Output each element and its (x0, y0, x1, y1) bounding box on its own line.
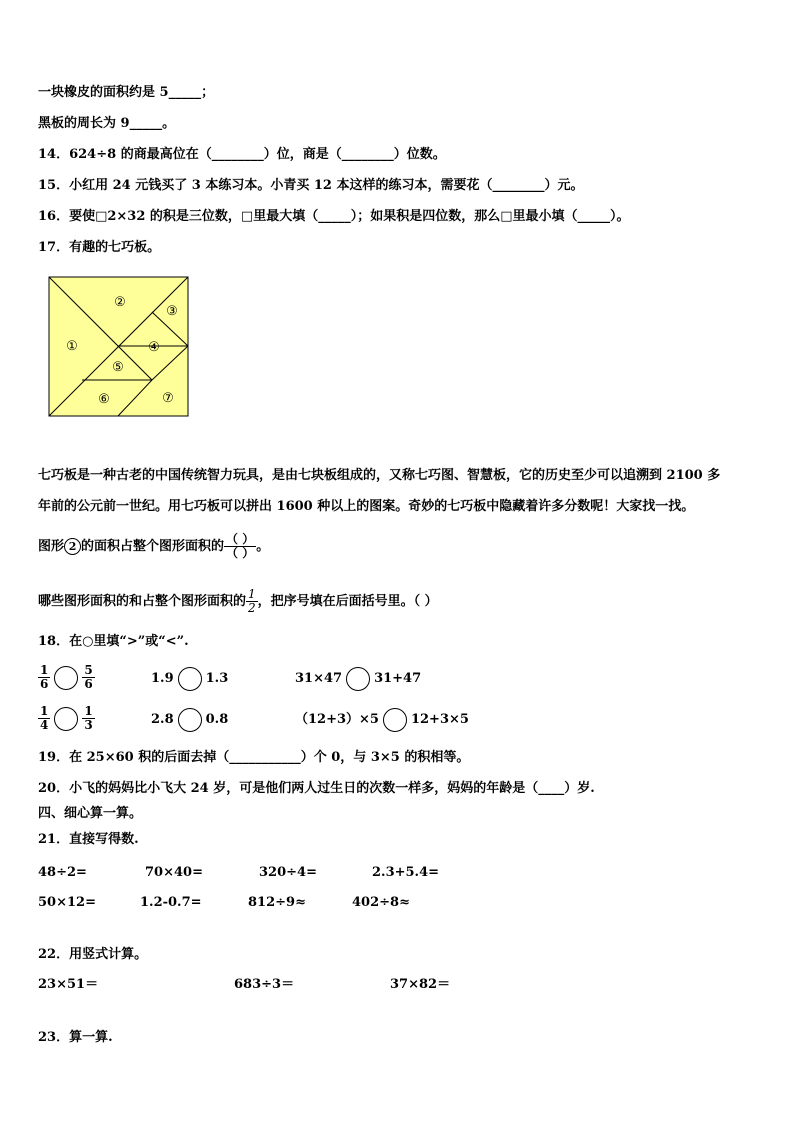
fraction-denominator: 4 (40, 718, 49, 732)
compare-circle[interactable] (54, 666, 78, 690)
fraction-numerator: 1 (40, 704, 49, 718)
compare-row-1-decimals (151, 667, 228, 691)
fraction-left (38, 664, 50, 691)
calc-21-2-2: 1.2-0.7= (140, 895, 202, 910)
fraction-denominator: 6 (40, 677, 49, 691)
compare-right-value: 31+47 (374, 671, 422, 686)
fraction-numerator: （ ） (226, 532, 255, 546)
tangram-label-5: ⑤ (112, 360, 124, 375)
section-4-heading: 四、细心算一算。 (38, 806, 143, 821)
text-line-blackboard: 黑板的周长为 9_____。 (38, 116, 176, 131)
calc-22-3: 37×82＝ (390, 977, 451, 992)
compare-row-1-expressions (295, 667, 421, 691)
question-16: 16．要使□2×32 的积是三位数，□里最大填（_____）；如果积是四位数，那么□里最小填（_____）。 (38, 209, 630, 224)
half-area-suffix: ，把序号填在后面括号里。（ ） (257, 594, 438, 609)
compare-circle[interactable] (346, 667, 370, 691)
calc-21-2-4: 402÷8≈ (352, 895, 410, 910)
question-17: 17．有趣的七巧板。 (38, 240, 161, 255)
compare-circle[interactable] (54, 707, 78, 731)
question-18: 18．在○里填“>”或“<”. (38, 634, 189, 649)
calc-21-1-3: 320÷4= (259, 865, 317, 880)
compare-left-value: 1.9 (151, 671, 174, 686)
compare-row-2-expressions (295, 708, 469, 732)
compare-right-value: 12+3×5 (410, 712, 469, 727)
tangram-label-7: ⑦ (162, 391, 174, 406)
fraction-numerator: 5 (84, 663, 93, 677)
question-19: 19．在 25×60 积的后面去掉（___________）个 0，与 3×5 的积相等。 (38, 750, 470, 765)
compare-row-2-fractions (38, 705, 95, 732)
tangram-label-2: ② (114, 295, 126, 310)
question-21: 21．直接写得数. (38, 832, 139, 847)
half-area-prefix: 哪些图形面积的和占整个图形面积的 (38, 594, 247, 609)
compare-circle[interactable] (383, 708, 407, 732)
fraction-numerator: 1 (84, 704, 93, 718)
calc-21-1-1: 48÷2= (38, 865, 87, 880)
compare-circle[interactable] (178, 708, 202, 732)
tangram-figure (48, 276, 190, 418)
calc-21-2-1: 50×12= (38, 895, 96, 910)
question-14: 14．624÷8 的商最高位在（________）位，商是（________）位数。 (38, 147, 446, 162)
shape2-fraction-blank[interactable] (224, 533, 256, 560)
calc-21-2-3: 812÷9≈ (248, 895, 306, 910)
fraction-left (38, 705, 50, 732)
shape2-fraction-question (38, 533, 269, 560)
fraction-denominator: 6 (84, 677, 93, 691)
fraction-numerator: 1 (248, 587, 256, 601)
paragraph-line-1: 七巧板是一种古老的中国传统智力玩具，是由七块板组成的，又称七巧图、智慧板，它的历史至少可以追溯到 2100 多 (38, 468, 721, 483)
shape2-prefix: 图形 (38, 539, 65, 554)
half-area-question (38, 588, 438, 615)
compare-row-2-decimals (151, 708, 228, 732)
calc-21-1-4: 2.3+5.4= (372, 865, 440, 880)
fraction-right (82, 705, 94, 732)
text-line-eraser: 一块橡皮的面积约是 5_____； (38, 85, 215, 100)
compare-right-value: 0.8 (205, 712, 229, 727)
compare-left-value: 31×47 (295, 671, 343, 686)
compare-left-value: （12+3）×5 (295, 712, 379, 727)
calc-22-1: 23×51＝ (38, 977, 99, 992)
fraction-denominator: 3 (84, 718, 93, 732)
half-fraction (246, 588, 258, 615)
fraction-denominator: （ ） (226, 546, 255, 560)
compare-right-value: 1.3 (205, 671, 229, 686)
fraction-right (82, 664, 94, 691)
compare-left-value: 2.8 (151, 712, 174, 727)
calc-22-2: 683÷3＝ (234, 977, 295, 992)
paragraph-line-2: 年前的公元前一世纪。用七巧板可以拼出 1600 种以上的图案。奇妙的七巧板中隐藏着许多分数呢！大家找一找。 (38, 499, 695, 514)
question-23: 23．算一算. (38, 1030, 113, 1045)
compare-circle[interactable] (178, 667, 202, 691)
tangram-label-3: ③ (166, 304, 178, 319)
tangram-label-4: ④ (148, 340, 160, 355)
fraction-denominator: 2 (248, 601, 256, 615)
fraction-numerator: 1 (40, 663, 49, 677)
shape2-middle: 的面积占整个图形面积的 (81, 539, 225, 554)
tangram-label-1: ① (66, 339, 78, 354)
calc-21-1-2: 70×40= (145, 865, 203, 880)
question-20: 20．小飞的妈妈比小飞大 24 岁，可是他们两人过生日的次数一样多，妈妈的年龄是（____）岁. (38, 781, 595, 796)
shape2-circled-number: 2 (64, 538, 81, 555)
question-22: 22．用竖式计算。 (38, 947, 148, 962)
compare-row-1-fractions (38, 664, 95, 691)
shape2-suffix: 。 (256, 539, 270, 554)
tangram-label-6: ⑥ (98, 392, 110, 407)
question-15: 15．小红用 24 元钱买了 3 本练习本。小青买 12 本这样的练习本，需要花（________）元。 (38, 178, 584, 193)
